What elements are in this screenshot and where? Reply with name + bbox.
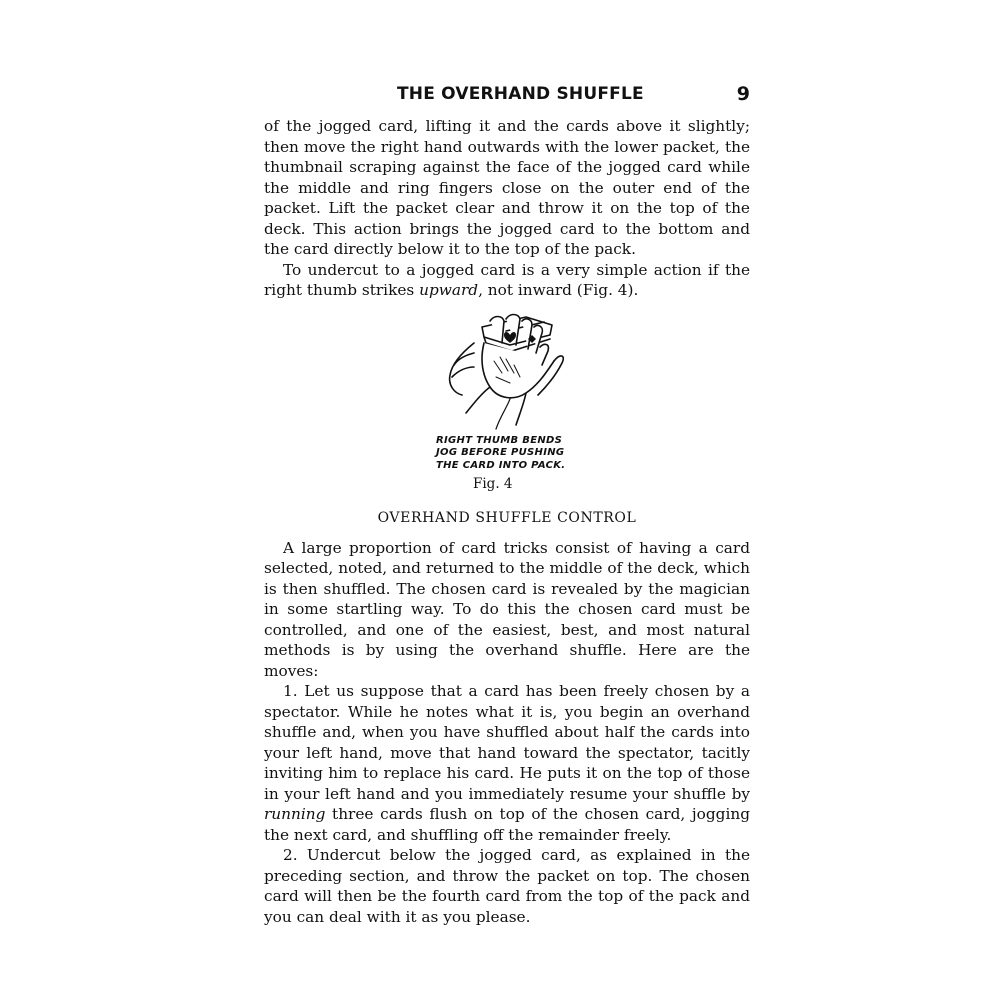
hand-holding-cards-illustration (444, 313, 568, 435)
section-intro-paragraph: A large proportion of card tricks consist of having a card selected, noted, and returned to the middle of the deck, which is then shuffled. The chosen card is revealed by the magician in some startling way. To do this the chosen card must be controlled, and one of the easiest, best, and most natural methods is by using the overhand shuffle. Here are the moves: (264, 538, 750, 680)
step-1-emphasis: running (264, 805, 326, 823)
step-1-paragraph (264, 681, 750, 845)
chapter-title: THE OVERHAND SHUFFLE (397, 84, 644, 104)
undercut-emphasis: upward (419, 281, 479, 299)
running-head (264, 84, 750, 110)
caption-line: THE CARD INTO PACK. (436, 459, 566, 471)
step-1-text-before: 1. Let us suppose that a card has been freely chosen by a spectator. While he notes what it is, you begin an overhand shuffle and, when you have shuffled about half the cards into your left hand, move that hand toward the spectator, tacitly inviting him to replace his card. He puts it on the top of those in your left hand and you immediately resume your shuffle by (264, 682, 750, 803)
figure-caption (436, 435, 565, 473)
figure-4 (264, 313, 750, 498)
section-heading: OVERHAND SHUFFLE CONTROL (377, 509, 637, 526)
figure-label: Fig. 4 (473, 475, 513, 492)
undercut-paragraph (264, 260, 750, 301)
caption-line: JOG BEFORE PUSHING (436, 447, 565, 458)
caption-line: RIGHT THUMB BENDS (436, 434, 563, 446)
undercut-text-after: , not inward (Fig. 4). (478, 281, 639, 299)
step-1-text-after: three cards flush on top of the chosen card, jogging the next card, and shuffling off the remainder freely. (264, 805, 750, 844)
book-page (264, 84, 750, 927)
step-2-paragraph: 2. Undercut below the jogged card, as explained in the preceding section, and throw the packet on top. The chosen card will then be the fourth card from the top of the pack and you can deal with it as you please. (264, 846, 750, 926)
undercut-text-before: To undercut to a jogged card is a very simple action if the right thumb strikes (264, 260, 750, 299)
page-number: 9 (736, 83, 750, 105)
continued-paragraph: of the jogged card, lifting it and the cards above it slightly; then move the right hand outwards with the lower packet, the thumbnail scraping against the face of the jogged card while the middle and ring fingers close on the outer end of the packet. Lift the packet clear and throw it on the top of the deck. This action brings the jogged card to the bottom and the card directly below it to the top of the pack. (264, 117, 750, 258)
